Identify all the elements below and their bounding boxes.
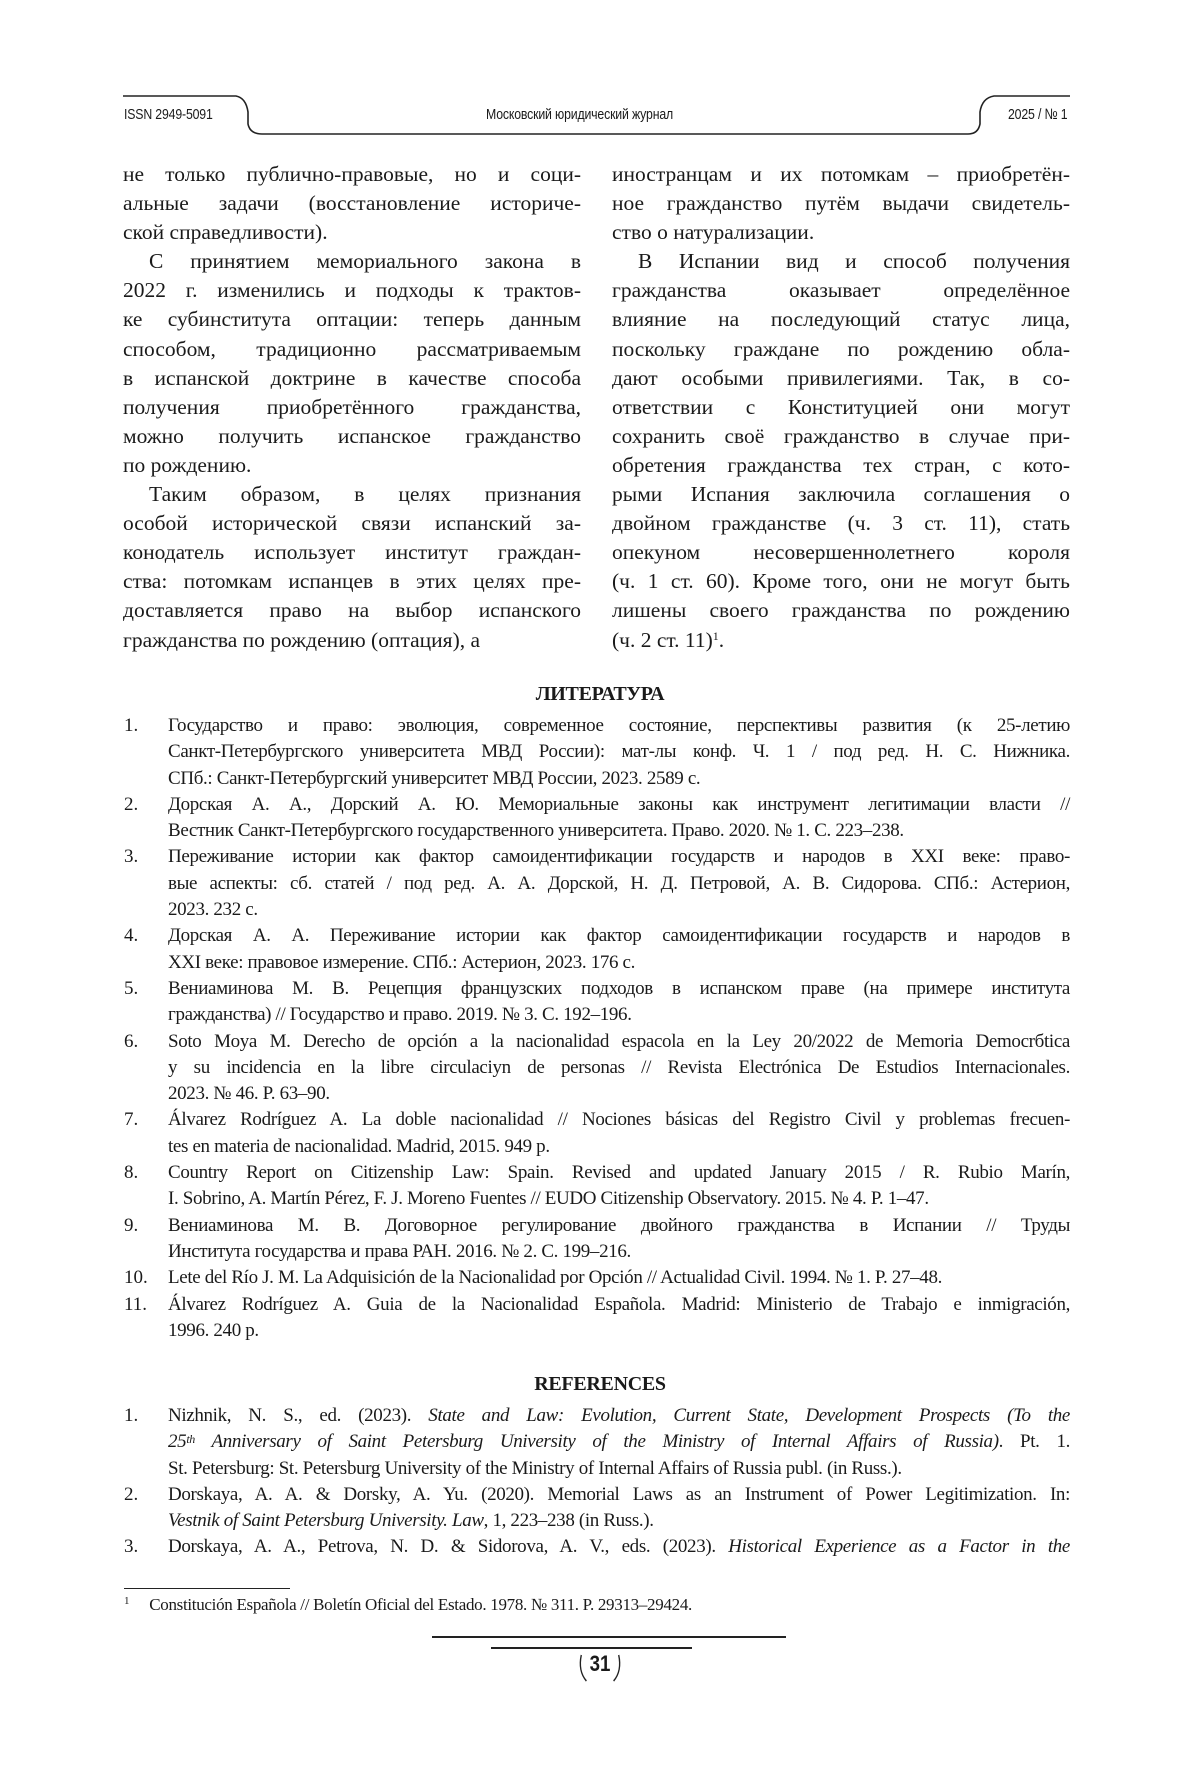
reference-line — [168, 1186, 1070, 1212]
reference-text — [168, 1482, 1070, 1535]
reference-line — [168, 1456, 1070, 1482]
reference-fragment: th — [186, 1432, 195, 1446]
reference-item — [124, 844, 1070, 923]
text-line: альные задачи (восстановление историче- — [123, 189, 581, 218]
body-column-right — [612, 160, 1070, 655]
reference-line — [168, 844, 1070, 870]
reference-item — [124, 1403, 1070, 1482]
text-line: (ч. 1 ст. 60). Кроме того, они не могут быть — [612, 567, 1070, 596]
reference-line — [168, 1508, 1070, 1534]
text-line: ке субинститута оптации: теперь данным — [123, 305, 581, 334]
reference-fragment: . Pt. 1. — [999, 1431, 1070, 1452]
reference-line — [168, 1239, 1070, 1265]
text-line: по рождению. — [123, 451, 581, 480]
text-line: обретения гражданства тех стран, с кото- — [612, 451, 1070, 480]
reference-fragment: СПб.: Санкт-Петербургский университет МВД России, 2023. 2589 с. — [168, 768, 700, 789]
text-line: дают особыми привилегиями. Так, в со- — [612, 364, 1070, 393]
text-line: ответствии с Конституцией они могут — [612, 393, 1070, 422]
page-rule-top — [432, 1636, 786, 1638]
footnote-mark: 1 — [124, 1595, 129, 1607]
reference-item — [124, 713, 1070, 792]
text-line: влияние на последующий статус лица, — [612, 305, 1070, 334]
reference-fragment: Lete del Río J. M. La Adquisición de la Nacionalidad por Opción // Actualidad Civil. 1994. № 1. P. 27–48. — [168, 1267, 942, 1288]
reference-line — [168, 1318, 1070, 1344]
reference-fragment: , 1, 223–238 (in Russ.). — [484, 1510, 654, 1531]
reference-line — [168, 1213, 1070, 1239]
reference-line — [168, 1002, 1070, 1028]
reference-text — [168, 1160, 1070, 1213]
footnote — [124, 1595, 692, 1615]
reference-item — [124, 1534, 1070, 1560]
reference-line — [168, 1292, 1070, 1318]
reference-fragment: tes en materia de nacionalidad. Madrid, 2015. 949 p. — [168, 1136, 550, 1157]
reference-fragment: Санкт-Петербургского университета МВД России): мат-лы конф. Ч. 1 / под ред. Н. С. Нижника. — [168, 741, 1070, 762]
reference-line — [168, 1160, 1070, 1186]
reference-fragment: Nizhnik, N. S., ed. (2023). — [168, 1405, 428, 1426]
reference-number: 2. — [124, 1482, 168, 1535]
reference-line — [168, 792, 1070, 818]
reference-line — [168, 713, 1070, 739]
reference-text — [168, 713, 1070, 792]
reference-number: 11. — [124, 1292, 168, 1345]
reference-fragment: XXI веке: правовое измерение. СПб.: Астерион, 2023. 176 с. — [168, 952, 635, 973]
text-line: двойном гражданстве (ч. 3 ст. 11), стать — [612, 509, 1070, 538]
reference-line — [168, 950, 1070, 976]
reference-line — [168, 1534, 1070, 1560]
reference-number: 7. — [124, 1107, 168, 1160]
running-header — [0, 0, 1200, 160]
reference-fragment: Álvarez Rodríguez A. Guia de la Nacionalidad Española. Madrid: Ministerio de Trabajo e inmigración, — [168, 1294, 1070, 1315]
reference-item — [124, 1292, 1070, 1345]
reference-number: 2. — [124, 792, 168, 845]
reference-fragment: Государство и право: эволюция, современное состояние, перспективы развития (к 25-летию — [168, 715, 1070, 736]
reference-fragment: Вестник Санкт-Петербургского государственного университета. Право. 2020. № 1. С. 223–238. — [168, 820, 904, 841]
references-list — [124, 1403, 1070, 1561]
page-rule-bottom — [491, 1647, 692, 1649]
reference-line — [168, 1081, 1070, 1107]
text-line: С принятием мемориального закона в — [123, 247, 581, 276]
reference-text — [168, 1107, 1070, 1160]
reference-number: 5. — [124, 976, 168, 1029]
reference-number: 9. — [124, 1213, 168, 1266]
reference-fragment: Переживание истории как фактор самоидентификации государств и народов в XXI веке: право- — [168, 846, 1070, 867]
reference-line — [168, 871, 1070, 897]
reference-item — [124, 923, 1070, 976]
text-line: доставляется право на выбор испанского — [123, 596, 581, 625]
text-line: ное гражданство путём выдачи свидетель- — [612, 189, 1070, 218]
reference-number: 1. — [124, 713, 168, 792]
reference-fragment: St. Petersburg: St. Petersburg University of the Ministry of Internal Affairs of Russia publ. (in Russ.). — [168, 1458, 902, 1479]
page-number: 31 — [590, 1651, 611, 1676]
reference-fragment: 1996. 240 p. — [168, 1320, 259, 1341]
text-fragment: (ч. 2 ст. 11) — [612, 628, 713, 652]
reference-fragment: Dorskaya, A. A. & Dorsky, A. Yu. (2020). Memorial Laws as an Instrument of Power Legitimization. In: — [168, 1484, 1070, 1505]
reference-fragment: Soto Moya M. Derecho de opción a la nacionalidad espacola en la Ley 20/2022 de Memoria Democrбtica — [168, 1031, 1070, 1052]
reference-fragment: Historical Experience as a Factor in the — [728, 1536, 1070, 1557]
reference-line — [168, 897, 1070, 923]
reference-number: 3. — [124, 844, 168, 923]
text-line: не только публично-правовые, но и соци- — [123, 160, 581, 189]
text-line: Таким образом, в целях признания — [123, 480, 581, 509]
reference-line — [168, 818, 1070, 844]
text-line: рыми Испания заключила соглашения о — [612, 480, 1070, 509]
reference-text — [168, 976, 1070, 1029]
text-line: сохранить своё гражданство в случае при- — [612, 422, 1070, 451]
reference-fragment: 2023. 232 с. — [168, 899, 258, 920]
text-line: ства: потомкам испанцев в этих целях пре- — [123, 567, 581, 596]
reference-text — [168, 1029, 1070, 1108]
reference-line — [168, 1107, 1070, 1133]
reference-line — [168, 923, 1070, 949]
reference-item — [124, 1160, 1070, 1213]
references-heading: REFERENCES — [0, 1373, 1200, 1396]
text-line: гражданства оказывает определённое — [612, 276, 1070, 305]
reference-number: 10. — [124, 1265, 168, 1291]
issue-number: 2025 / № 1 — [1008, 106, 1067, 123]
reference-fragment: гражданства) // Государство и право. 2019. № 3. С. 192–196. — [168, 1004, 632, 1025]
text-line: иностранцам и их потомкам – приобретён- — [612, 160, 1070, 189]
text-line: В Испании вид и способ получения — [612, 247, 1070, 276]
reference-fragment: Dorskaya, A. A., Petrova, N. D. & Sidorova, A. V., eds. (2023). — [168, 1536, 728, 1557]
reference-fragment: 25 — [168, 1431, 186, 1452]
reference-fragment: Института государства и права РАН. 2016. № 2. С. 199–216. — [168, 1241, 631, 1262]
reference-fragment: Дорская А. А. Переживание истории как фактор самоидентификации государств и народов в — [168, 925, 1070, 946]
reference-fragment: Вениаминова М. В. Рецепция французских подходов в испанском праве (на примере института — [168, 978, 1070, 999]
reference-fragment: Anniversary of Saint Petersburg University of the Ministry of Internal Affairs of Russia) — [195, 1431, 999, 1452]
reference-text — [168, 923, 1070, 976]
reference-line — [168, 976, 1070, 1002]
text-line: конодатель использует институт граждан- — [123, 538, 581, 567]
reference-number: 6. — [124, 1029, 168, 1108]
text-line: 2022 г. изменились и подходы к трактов- — [123, 276, 581, 305]
reference-text — [168, 1534, 1070, 1560]
reference-number: 8. — [124, 1160, 168, 1213]
reference-item — [124, 976, 1070, 1029]
reference-fragment: Vestnik of Saint Petersburg University. Law — [168, 1510, 484, 1531]
reference-line — [168, 1029, 1070, 1055]
reference-fragment: вые аспекты: сб. статей / под ред. А. А. Дорской, Н. Д. Петровой, А. В. Сидорова. СПб.: Астерион, — [168, 873, 1070, 894]
reference-line — [168, 1134, 1070, 1160]
footnote-text: Constitución Española // Boletín Oficial del Estado. 1978. № 311. P. 29313–29424. — [149, 1595, 692, 1614]
reference-fragment: 2023. № 46. P. 63–90. — [168, 1083, 330, 1104]
reference-text — [168, 792, 1070, 845]
text-line: получения приобретённого гражданства, — [123, 393, 581, 422]
reference-line — [168, 739, 1070, 765]
footnote-ref: 1 — [713, 629, 719, 643]
literature-list — [124, 713, 1070, 1344]
reference-fragment: State and Law: Evolution, Current State, Development Prospects (To the — [428, 1405, 1070, 1426]
reference-item — [124, 1107, 1070, 1160]
reference-item — [124, 1213, 1070, 1266]
text-line: ство о натурализации. — [612, 218, 1070, 247]
reference-line — [168, 1403, 1070, 1429]
reference-number: 3. — [124, 1534, 168, 1560]
reference-number: 1. — [124, 1403, 168, 1482]
reference-fragment: Вениаминова М. В. Договорное регулирование двойного гражданства в Испании // Труды — [168, 1215, 1070, 1236]
reference-text — [168, 1292, 1070, 1345]
reference-text — [168, 1265, 1070, 1291]
reference-line — [168, 1482, 1070, 1508]
reference-item — [124, 1029, 1070, 1108]
footnote-rule — [124, 1588, 290, 1589]
reference-fragment: Álvarez Rodríguez A. La doble nacionalidad // Nociones básicas del Registro Civil y problemas frecuen- — [168, 1109, 1070, 1130]
issn: ISSN 2949-5091 — [124, 106, 213, 123]
reference-item — [124, 1265, 1070, 1291]
header-rule — [0, 0, 1200, 160]
reference-line — [168, 1265, 1070, 1291]
reference-text — [168, 844, 1070, 923]
journal-title: Московский юридический журнал — [486, 106, 673, 123]
reference-fragment: Country Report on Citizenship Law: Spain. Revised and updated January 2015 / R. Rubio Marín, — [168, 1162, 1070, 1183]
text-line: ской справедливости). — [123, 218, 581, 247]
reference-fragment: y su incidencia en la libre circulaciyn de personas // Revista Electrónica De Estudios Internacionales. — [168, 1057, 1070, 1078]
text-line: опекуном несовершеннолетнего короля — [612, 538, 1070, 567]
text-line: поскольку граждане по рождению обла- — [612, 335, 1070, 364]
reference-text — [168, 1213, 1070, 1266]
reference-fragment: I. Sobrino, A. Martín Pérez, F. J. Moreno Fuentes // EUDO Citizenship Observatory. 2015. № 4. P. 1–47. — [168, 1188, 929, 1209]
text-line: способом, традиционно рассматриваемым — [123, 335, 581, 364]
text-line: особой исторической связи испанский за- — [123, 509, 581, 538]
reference-text — [168, 1403, 1070, 1482]
text-fragment: . — [719, 628, 724, 652]
reference-line — [168, 1055, 1070, 1081]
text-line: гражданства по рождению (оптация), а — [123, 626, 581, 655]
reference-line — [168, 1429, 1070, 1455]
text-line — [612, 626, 1070, 655]
reference-item — [124, 792, 1070, 845]
reference-item — [124, 1482, 1070, 1535]
text-line: в испанской доктрине в качестве способа — [123, 364, 581, 393]
reference-line — [168, 766, 1070, 792]
text-line: можно получить испанское гражданство — [123, 422, 581, 451]
page-number-block — [549, 1651, 651, 1677]
reference-fragment: Дорская А. А., Дорский А. Ю. Мемориальные законы как инструмент легитимации власти // — [168, 794, 1070, 815]
text-line: лишены своего гражданства по рождению — [612, 596, 1070, 625]
reference-number: 4. — [124, 923, 168, 976]
body-column-left — [123, 160, 581, 655]
literature-heading: ЛИТЕРАТУРА — [0, 683, 1200, 706]
